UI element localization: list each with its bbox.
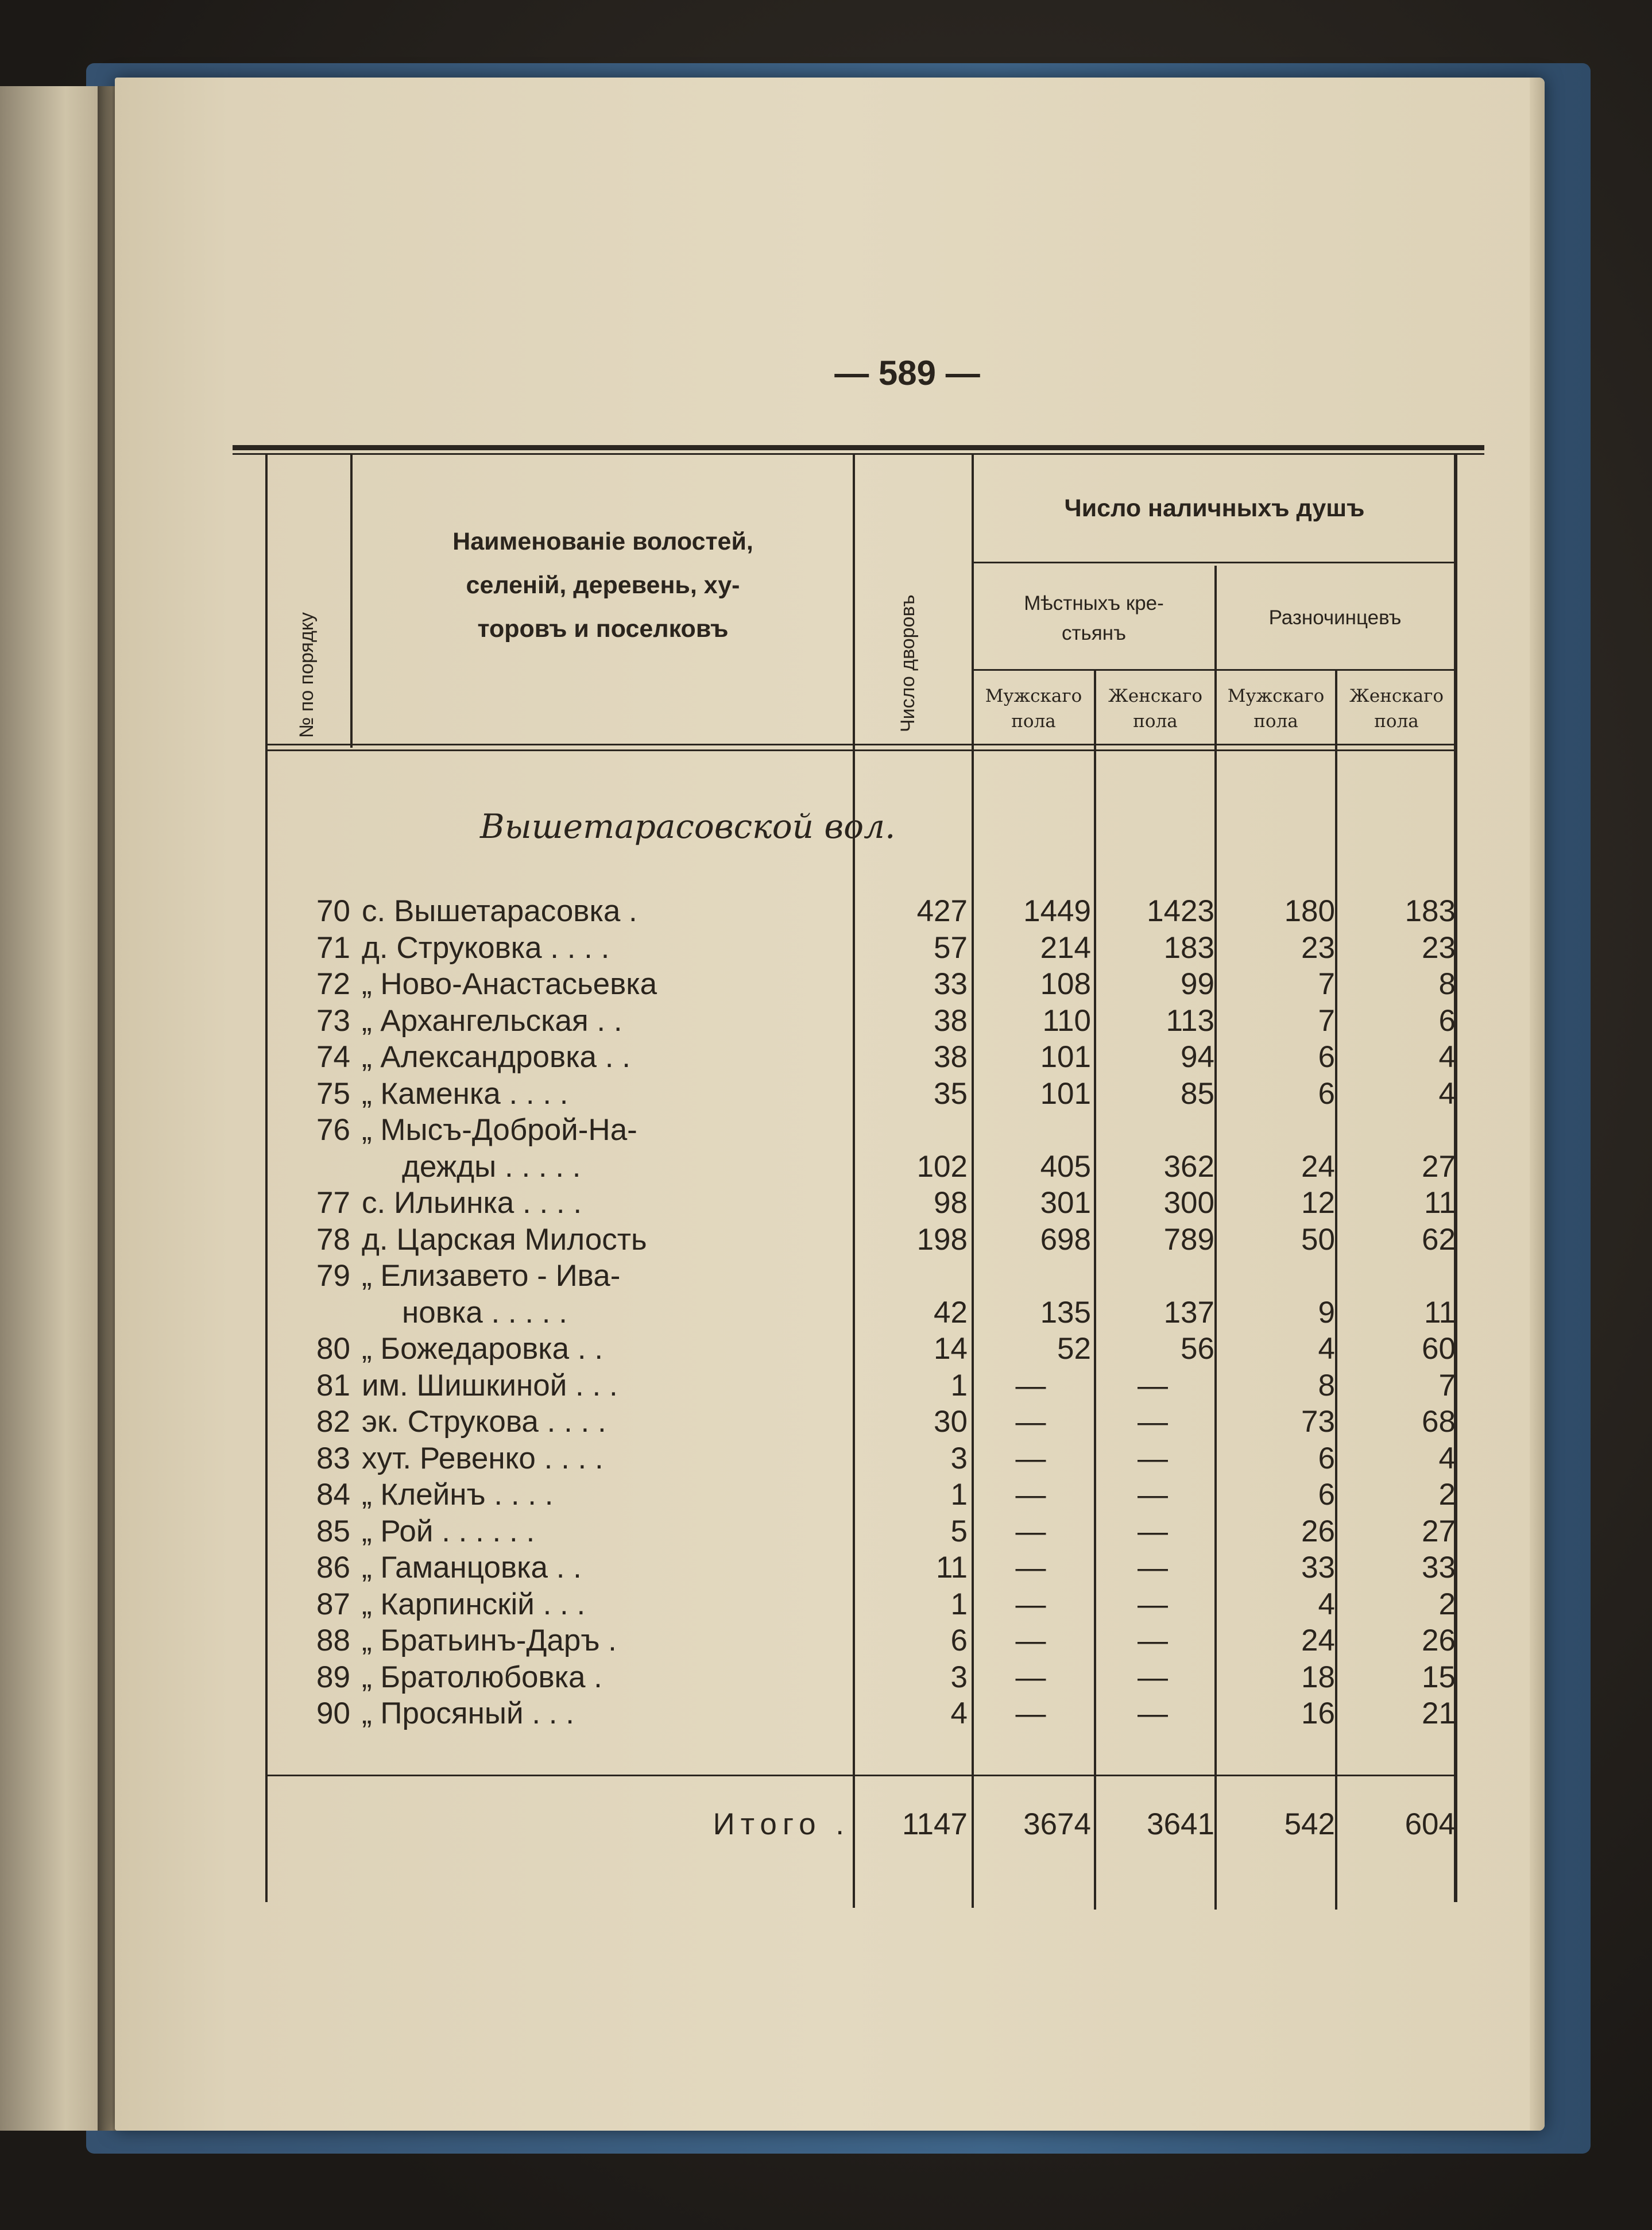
table-row: [115, 1076, 1545, 1112]
row-number: 79: [316, 1259, 350, 1293]
row-female-razn: 27: [1422, 1149, 1456, 1184]
row-male-razn: 180: [1284, 894, 1335, 928]
row-name: „ Клейнъ . . . .: [362, 1478, 554, 1512]
row-number: 75: [316, 1076, 350, 1111]
row-male-razn: 8: [1318, 1368, 1335, 1402]
table-row-name-line: [115, 1112, 1545, 1149]
row-female-local: 113: [1166, 1003, 1214, 1038]
row-households: 14: [934, 1332, 968, 1366]
row-female-local: 183: [1163, 930, 1214, 965]
row-female-razn: 7: [1438, 1368, 1456, 1402]
row-name: хут. Ревенко . . . .: [362, 1441, 603, 1475]
col-line-no: [350, 455, 353, 748]
row-male-local: —: [1015, 1696, 1046, 1730]
row-female-local: —: [1138, 1660, 1168, 1694]
row-name: с. Вышетарасовка .: [362, 894, 637, 928]
total-row: [115, 1806, 1545, 1843]
table-row: [115, 1622, 1545, 1659]
row-male-razn: 9: [1318, 1295, 1335, 1330]
row-name: „ Ново-Анастасьевка: [362, 967, 657, 1001]
row-male-razn: 23: [1301, 930, 1335, 965]
row-female-razn: 11: [1423, 1186, 1456, 1220]
table-row: [115, 966, 1545, 1003]
header-line-souls: [972, 562, 1454, 563]
book-page: [115, 78, 1545, 2131]
total-female-local: 3641: [1147, 1807, 1214, 1841]
table-row: [115, 1149, 1545, 1185]
row-male-razn: 12: [1301, 1186, 1335, 1220]
row-name: д. Царская Милость: [362, 1222, 647, 1257]
row-name: им. Шишкиной . . .: [362, 1368, 618, 1402]
row-female-razn: 15: [1422, 1660, 1456, 1694]
row-households: 38: [934, 1003, 968, 1038]
row-male-local: —: [1015, 1441, 1046, 1475]
row-number: 71: [316, 930, 350, 965]
header-female-label: Женскаго: [1108, 686, 1202, 706]
left-page: [0, 86, 109, 2131]
header-male-sub: пола: [1011, 711, 1056, 732]
row-male-local: 301: [1040, 1186, 1091, 1220]
row-female-local: —: [1138, 1478, 1168, 1512]
row-households: 57: [934, 930, 968, 965]
table-row: [115, 1003, 1545, 1039]
row-name: „ Елизавето - Ива-: [362, 1259, 621, 1293]
row-households: 3: [950, 1660, 968, 1694]
row-male-razn: 6: [1318, 1478, 1335, 1512]
row-number: 70: [316, 894, 350, 928]
table-row: [115, 1659, 1545, 1696]
row-households: 6: [950, 1624, 968, 1657]
row-male-local: —: [1015, 1368, 1046, 1402]
row-female-local: —: [1138, 1587, 1168, 1621]
row-number: 88: [316, 1624, 350, 1657]
row-name: „ Архангельская . .: [362, 1003, 622, 1038]
row-households: 4: [950, 1696, 968, 1730]
row-number: 73: [316, 1003, 350, 1038]
header-female-sub: пола: [1374, 711, 1419, 732]
row-female-razn: 2: [1438, 1587, 1456, 1621]
header-local-line-2: стьянъ: [1062, 622, 1126, 644]
row-households: 5: [950, 1514, 968, 1548]
row-number: 87: [316, 1587, 350, 1621]
row-male-local: —: [1015, 1478, 1046, 1512]
table-top-rule-2: [233, 453, 1484, 455]
row-male-local: —: [1015, 1551, 1046, 1584]
row-name: „ Братолюбовка .: [362, 1660, 602, 1694]
header-male-local: [974, 683, 1093, 734]
row-households: 98: [934, 1186, 968, 1220]
row-number: 80: [316, 1332, 350, 1366]
row-households: 3: [950, 1441, 968, 1475]
row-number: 81: [316, 1368, 350, 1402]
row-female-razn: 4: [1438, 1040, 1456, 1074]
row-households: 1: [950, 1478, 968, 1512]
header-male-sub: пола: [1253, 711, 1298, 732]
row-female-razn: 8: [1438, 967, 1456, 1001]
header-name-line-1: Наименованіе волостей,: [452, 528, 753, 555]
row-households: 35: [934, 1076, 968, 1111]
row-female-local: 362: [1163, 1149, 1214, 1184]
row-female-local: 94: [1181, 1040, 1214, 1074]
row-female-local: 99: [1181, 967, 1214, 1001]
row-name: „ Карпинскій . . .: [362, 1587, 586, 1621]
header-local-peasants: [976, 589, 1212, 648]
header-name-line-3: торовъ и поселковъ: [477, 615, 729, 643]
header-households: Число дворовъ: [897, 594, 919, 732]
table-row: [115, 1586, 1545, 1623]
row-name: с. Ильинка . . . .: [362, 1186, 582, 1220]
row-male-razn: 24: [1301, 1624, 1335, 1657]
row-female-razn: 33: [1422, 1551, 1456, 1584]
row-female-razn: 23: [1422, 930, 1456, 965]
row-households: 33: [934, 967, 968, 1001]
table-row: [115, 1367, 1545, 1404]
row-households: 1: [950, 1368, 968, 1402]
row-female-local: —: [1138, 1441, 1168, 1475]
row-male-razn: 73: [1301, 1405, 1335, 1439]
header-souls: Число наличныхъ душъ: [1064, 494, 1365, 522]
row-households: 11: [935, 1551, 968, 1584]
header-female-razn: [1337, 683, 1456, 734]
row-male-razn: 4: [1318, 1587, 1335, 1621]
total-label: Итого .: [713, 1807, 850, 1841]
row-number: 74: [316, 1040, 350, 1074]
row-female-local: 789: [1163, 1222, 1214, 1257]
row-male-local: 108: [1040, 967, 1091, 1001]
row-female-razn: 4: [1438, 1441, 1456, 1475]
row-male-razn: 6: [1318, 1076, 1335, 1111]
row-male-local: 110: [1042, 1003, 1091, 1038]
row-households: 38: [934, 1040, 968, 1074]
row-female-razn: 60: [1422, 1332, 1456, 1366]
total-female-razn: 604: [1405, 1807, 1456, 1841]
header-raznochintsy: Разночинцевъ: [1268, 606, 1402, 629]
row-number: 82: [316, 1405, 350, 1439]
header-female-sub: пола: [1133, 711, 1178, 732]
row-male-local: 52: [1057, 1332, 1091, 1366]
row-number: 90: [316, 1696, 350, 1730]
table-row: [115, 1513, 1545, 1550]
row-male-razn: 33: [1301, 1551, 1335, 1584]
row-male-local: —: [1015, 1587, 1046, 1621]
row-number: 78: [316, 1222, 350, 1257]
row-male-local: —: [1015, 1514, 1046, 1548]
row-name: „ Мысъ-Доброй-На-: [362, 1113, 637, 1147]
row-female-razn: 26: [1422, 1624, 1456, 1657]
row-name: „ Братьинъ-Даръ .: [362, 1624, 617, 1657]
row-male-razn: 4: [1318, 1332, 1335, 1366]
row-male-razn: 7: [1318, 1003, 1335, 1038]
total-male-local: 3674: [1023, 1807, 1091, 1841]
row-female-razn: 62: [1422, 1222, 1456, 1257]
header-bottom-line: [265, 744, 1454, 745]
row-male-local: —: [1015, 1405, 1046, 1439]
header-female-label: Женскаго: [1349, 686, 1444, 706]
row-number: 83: [316, 1441, 350, 1475]
table-row: [115, 930, 1545, 967]
row-male-local: 698: [1040, 1222, 1091, 1257]
row-households: 198: [916, 1222, 968, 1257]
header-male-label: Мужскаго: [1227, 686, 1325, 706]
row-male-local: 101: [1040, 1040, 1091, 1074]
row-male-local: 1449: [1023, 894, 1091, 928]
table-row: [115, 1331, 1545, 1367]
total-households: 1147: [902, 1807, 968, 1841]
row-households: 30: [934, 1405, 968, 1439]
row-male-local: —: [1015, 1624, 1046, 1657]
row-name: „ Просяный . . .: [362, 1696, 574, 1730]
row-name: „ Рой . . . . . .: [362, 1514, 535, 1548]
header-bottom-line-2: [265, 749, 1454, 751]
table-row: [115, 1185, 1545, 1222]
table-row: [115, 1477, 1545, 1513]
table-row: [115, 1695, 1545, 1732]
row-female-local: 300: [1163, 1186, 1214, 1220]
header-male-razn: [1217, 683, 1335, 734]
page-number: — 589 —: [834, 354, 980, 392]
row-male-razn: 6: [1318, 1040, 1335, 1074]
row-number: 76: [316, 1113, 350, 1147]
header-line-groups: [972, 669, 1454, 671]
row-male-razn: 24: [1301, 1149, 1335, 1184]
header-female-local: [1096, 683, 1214, 734]
row-female-local: 85: [1181, 1076, 1214, 1111]
row-name: „ Каменка . . . .: [362, 1076, 568, 1111]
row-female-razn: 21: [1422, 1696, 1456, 1730]
header-male-label: Мужскаго: [985, 686, 1082, 706]
row-name: эк. Струкова . . . .: [362, 1405, 606, 1439]
row-number: 86: [316, 1551, 350, 1584]
row-female-razn: 183: [1405, 894, 1456, 928]
row-female-razn: 4: [1438, 1076, 1456, 1111]
row-male-local: 135: [1040, 1295, 1091, 1330]
header-name: [356, 520, 850, 651]
row-name-continued: дежды . . . . .: [402, 1149, 581, 1184]
row-name: „ Гаманцовка . .: [362, 1551, 582, 1584]
row-households: 1: [950, 1587, 968, 1621]
row-female-local: 137: [1163, 1295, 1214, 1330]
row-female-razn: 6: [1438, 1003, 1456, 1038]
header-local-line-1: Мѣстныхъ кре-: [1024, 592, 1164, 614]
row-male-local: 405: [1040, 1149, 1091, 1184]
table-row: [115, 1404, 1545, 1440]
table-top-rule: [233, 445, 1484, 450]
row-male-razn: 6: [1318, 1441, 1335, 1475]
table-row: [115, 1549, 1545, 1586]
row-number: 72: [316, 967, 350, 1001]
row-name: „ Божедаровка . .: [362, 1332, 603, 1366]
table-row: [115, 1440, 1545, 1477]
row-name-continued: новка . . . . .: [402, 1295, 567, 1330]
section-title: Вышетарасовской вол.: [480, 807, 896, 846]
row-male-razn: 50: [1301, 1222, 1335, 1257]
row-female-razn: 68: [1422, 1405, 1456, 1439]
row-female-local: 56: [1181, 1332, 1214, 1366]
table-row: [115, 893, 1545, 930]
row-female-razn: 11: [1423, 1295, 1456, 1330]
header-row-no: № по порядку: [296, 612, 318, 738]
row-number: 84: [316, 1478, 350, 1512]
row-male-local: 214: [1040, 930, 1091, 965]
row-female-local: —: [1138, 1405, 1168, 1439]
row-name: д. Струковка . . . .: [362, 930, 610, 965]
row-number: 85: [316, 1514, 350, 1548]
row-female-local: —: [1138, 1696, 1168, 1730]
row-households: 42: [934, 1295, 968, 1330]
row-number: 77: [316, 1186, 350, 1220]
row-female-razn: 27: [1422, 1514, 1456, 1548]
row-male-local: —: [1015, 1660, 1046, 1694]
row-female-local: —: [1138, 1624, 1168, 1657]
row-female-local: —: [1138, 1551, 1168, 1584]
row-male-razn: 7: [1318, 967, 1335, 1001]
row-households: 102: [916, 1149, 968, 1184]
table-row: [115, 1039, 1545, 1076]
row-households: 427: [916, 894, 968, 928]
table-row: [115, 1222, 1545, 1258]
row-male-razn: 18: [1301, 1660, 1335, 1694]
row-female-local: 1423: [1147, 894, 1214, 928]
row-female-razn: 2: [1438, 1478, 1456, 1512]
table-row: [115, 1294, 1545, 1331]
row-female-local: —: [1138, 1514, 1168, 1548]
row-name: „ Александровка . .: [362, 1040, 630, 1074]
row-male-razn: 26: [1301, 1514, 1335, 1548]
row-female-local: —: [1138, 1368, 1168, 1402]
row-male-local: 101: [1040, 1076, 1091, 1111]
row-number: 89: [316, 1660, 350, 1694]
header-name-line-2: селеній, деревень, ху-: [466, 571, 740, 599]
total-male-razn: 542: [1284, 1807, 1335, 1841]
row-male-razn: 16: [1301, 1696, 1335, 1730]
total-rule: [265, 1775, 1454, 1776]
table-row-name-line: [115, 1258, 1545, 1294]
